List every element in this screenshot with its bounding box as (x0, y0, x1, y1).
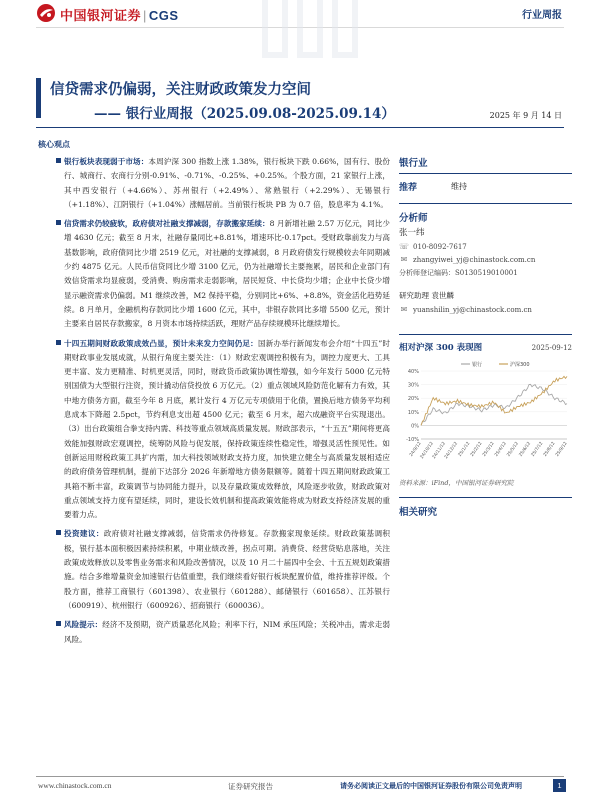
chart-x-tick-label: 25/9/12 (555, 441, 569, 458)
chart-legend-label: 沪深300 (510, 362, 530, 368)
chart-x-tick-label: 25/3/12 (482, 441, 496, 458)
core-views-heading: 核心观点 (38, 139, 70, 149)
galaxy-logo-icon (36, 3, 56, 23)
report-date: 2025 年 9 月 14 日 (489, 111, 562, 120)
chart-y-tick-label: 30% (407, 382, 419, 389)
assistant-email[interactable]: yuanshilin_yj@chinastock.com.cn (413, 305, 532, 314)
chart-y-tick-label: 0% (411, 423, 419, 430)
core-views-body (38, 155, 390, 652)
chart-x-tick-label: 24/9/12 (409, 441, 423, 458)
chart-x-tick-label: 25/8/12 (542, 441, 557, 458)
chart-y-tick-label: 10% (407, 409, 419, 416)
rating-key: 推荐 (399, 183, 418, 193)
bullet-square-icon (56, 220, 61, 225)
chart-series-line-1 (421, 376, 567, 425)
chart-header (399, 341, 572, 353)
sidebar-divider (399, 173, 572, 174)
paragraph-body: 国新办举行新闻发布会介绍“十四五”时期财政事业发展成就，从银行角度主要关注：（1）财政宏观调控积极有为，调控力度更大、工具更丰富、发力更精准、时机更灵活，同时，财政货币政策协调性增强，如今年发行 5000 亿元特别国债为大型银行注资，预计撬动信贷投放 6 万亿元。（2）重点领域风险防范化解有力有效，其中地方债务方面，截至今年 8 月底，累计发行 4 万亿元专项债用于化债，置换后地方债务平均利息成本下降超 2.5pct，节约利息支出超 4500 亿元；截至 6 月末，超六成融资平台实现退出。（3）出台政策组合拳支持内需、科技等重点领域高质量发展。财政部表示，“十五五”期间将更高效能加强财政宏观调控，统筹防风险与促发展，保持政策连续性稳定性，增强灵活性预见性。如创新运用财税政策工具扩内需，加大科技领域财政支持力度，加快建立健全与高质量发展相适应的政府债务管理机制，提前下达部分 2026 年新增地方债务限额等。随着十四五期间财政政策工具箱不断丰富，政策调节与协同能力提升，以及存量政策成效释放，风险逐步收敛，财政政策对重点领域支持力度有望延续，同时，建设长效机制和提高政策效能将成为财政支持经济发展的重要着力点。 (64, 338, 391, 520)
sidebar-divider (399, 203, 572, 204)
analyst-email[interactable]: zhangyiwei_yj@chinastock.com.cn (413, 255, 536, 264)
chart-x-tick-label: 24/12/12 (443, 441, 460, 460)
chart-date: 2025-09-12 (531, 344, 572, 352)
relative-performance-chart (399, 357, 572, 472)
chart-x-tick-label: 24/10/12 (419, 441, 435, 460)
bullet-square-icon (56, 158, 61, 163)
sidebar (399, 155, 572, 518)
footer-report-label: 证券研究报告 (228, 782, 273, 791)
paragraph-lead: 银行板块表现弱于市场： (64, 157, 149, 166)
paragraph-credit-demand (38, 217, 390, 331)
paragraph-body: 本周沪深 300 指数上涨 1.38%，银行板块下跌 0.66%，国有行、股份行、城商行、农商行分别-0.91%、-0.71%、-0.25%、+0.25%。个股方面，21 家银行上涨，其中西安银行（+4.66%）、苏州银行（+2.49%）、常熟银行（+2.29%）、无锡银行（+1.18%）、江阴银行（+1.04%）涨幅居前。当前银行板块 PB 为 0.7 倍，股息率为 4.1%。 (64, 157, 390, 209)
assistant-heading: 研究助理 袁世麟 (399, 291, 454, 300)
analyst-name: 张一纬 (399, 228, 425, 238)
rating-row (399, 180, 572, 193)
paragraph-risk-warning (38, 618, 390, 647)
chart-x-tick-label: 25/4/12 (494, 441, 508, 458)
paragraph-lead: 投资建议： (64, 529, 104, 539)
chart-x-tick-label: 25/1/12 (457, 441, 472, 458)
paragraph-lead: 信贷需求仍较疲软，政府债对社融支撑减弱，存款搬家延续： (64, 219, 270, 229)
title-accent-bar (36, 78, 41, 118)
chart-x-tick-label: 25/6/12 (518, 441, 533, 458)
chart-legend-label: 银行 (472, 362, 483, 368)
analyst-cert-row (399, 268, 572, 278)
footer-disclaimer: 请务必阅读正文最后的中国银河证券股份有限公司免责声明 (340, 781, 522, 790)
paragraph-lead: 风险提示： (64, 620, 103, 630)
logo-name: 中国银河证券 (60, 8, 142, 23)
logo-text (60, 5, 179, 24)
sidebar-divider (399, 334, 572, 335)
assistant-row (399, 290, 572, 301)
paragraph-body: 政府债对社融支撑减弱，信贷需求仍待修复。存款搬家现象延续。财政政策基调积极，银行基本面积极因素持续积累，中期业绩改善，拐点可期。消费贷、经营贷贴息落地，关注政策成效释放以及零售业务需求和风险改善情况，以及 10 月二十届四中全会、十五五规划政策措施。结合多维增量资金加速银行估值重塑，我们继续看好银行板块配置价值，维持推荐评级。个股方面，推荐工商银行（601398）、农业银行（601288）、邮储银行（601658）、江苏银行（600919）、杭州银行（600926）、招商银行（600036）。 (64, 529, 391, 610)
paragraph-body: 8 月新增社融 2.57 万亿元，同比少增 4630 亿元；截至 8 月末，社融存量同比+8.81%，增速环比-0.17pct。受财政靠前发力与高基数影响，政府债同比少增 2519 亿元，对社融的支撑减弱，8 月政府债发行规模较去年同期减少约 4875 亿元。人民币信贷同比少增 3100 亿元，仍为社融增长主要拖累，居民和企业部门有效信贷需求均显疲弱，受消费、购房需求走弱影响，居民短贷、中长贷均少增；企业中长贷少增显示融资需求仍偏弱。M1 继续改善，M2 保持平稳，分别同比+6%、+8.8%，资金活化趋势延续。8 月单月，金融机构存款同比少增 1600 亿元，其中，非银存款同比多增 5500 亿元，预计主要来自居民存款搬家，8 月资本市场持续活跃，理财产品存续规模环比继续增长。 (64, 219, 390, 329)
footer-website[interactable]: www.chinastock.com.cn (38, 781, 112, 790)
paragraph-sector-performance (38, 155, 390, 212)
watermark-graphic (255, 0, 365, 68)
chart-x-tick-label: 24/11/12 (431, 441, 447, 460)
bullet-square-icon (56, 530, 61, 535)
paragraph-body: 经济不及预期，资产质量恶化风险；利率下行，NIM 承压风险；关税冲击，需求走弱风险。 (64, 620, 390, 644)
chart-y-tick-label: -10% (406, 437, 419, 443)
footer-divider (36, 776, 564, 777)
paragraph-lead: 十四五期间财政政策成效凸显，预计未来发力空间仍足： (64, 338, 258, 348)
email-icon: ✉ (400, 305, 408, 314)
logo-abbr: CGS (148, 8, 179, 23)
chart-title: 相对沪深 300 表现图 (399, 343, 483, 353)
report-type: 行业周报 (522, 10, 562, 21)
title-divider (36, 127, 564, 128)
report-title: 信贷需求仍偏弱，关注财政政策发力空间 (50, 81, 311, 98)
rating-value: 维持 (451, 182, 467, 191)
analyst-email-row (399, 255, 572, 264)
related-research-heading: 相关研究 (399, 507, 438, 518)
analyst-phone: 010-8092-7617 (413, 242, 467, 251)
bullet-square-icon (56, 340, 61, 345)
chart-y-tick-label: 40% (407, 369, 419, 375)
paragraph-fiscal-policy (38, 337, 390, 523)
assistant-email-row (399, 305, 572, 314)
chart-x-tick-label: 25/5/12 (506, 441, 520, 458)
chart-source: 资料来源：iFind，中国银河证券研究院 (399, 479, 514, 487)
sidebar-divider (399, 497, 572, 498)
analyst-cert: 分析师登记编码：S0130519010001 (399, 269, 518, 277)
chart-y-tick-label: 20% (407, 396, 419, 403)
analyst-phone-row (399, 242, 572, 251)
chart-x-tick-label: 25/7/12 (530, 441, 545, 458)
phone-icon: ☏ (399, 242, 410, 251)
chart-x-tick-label: 25/2/12 (469, 441, 484, 458)
email-icon: ✉ (400, 255, 408, 264)
bullet-square-icon (56, 621, 61, 626)
analyst-heading: 分析师 (399, 213, 428, 224)
page-number: 1 (553, 779, 566, 792)
industry-heading: 银行业 (399, 158, 428, 169)
paragraph-investment-advice (38, 527, 390, 613)
report-subtitle: —— 银行业周报（2025.09.08-2025.09.14） (94, 106, 395, 122)
logo-separator: | (143, 8, 147, 23)
